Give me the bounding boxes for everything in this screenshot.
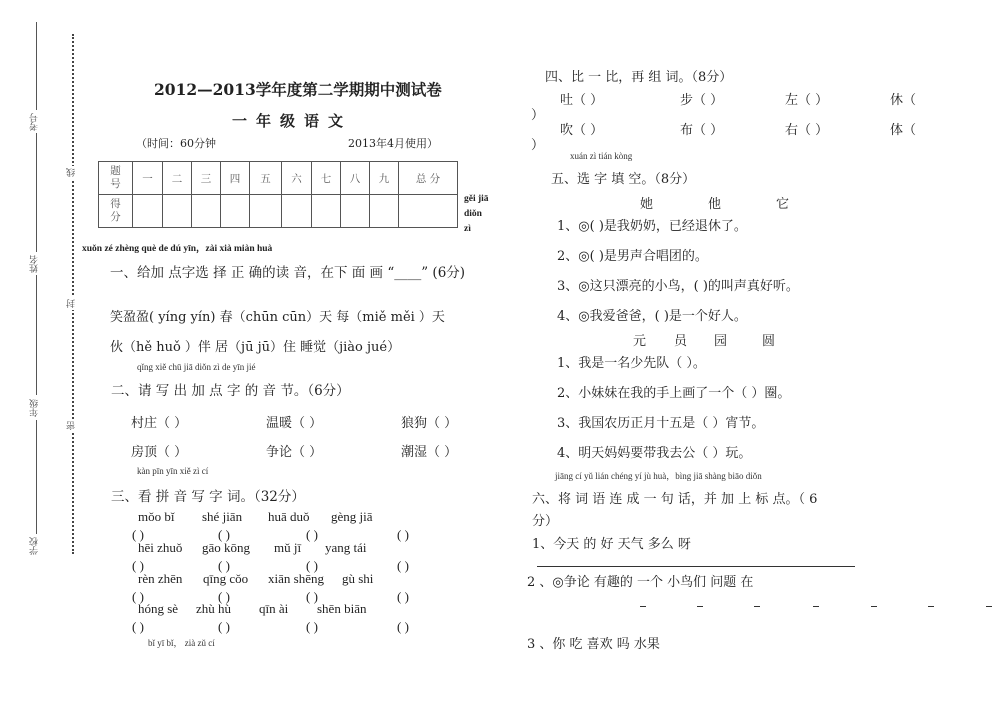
- section4-item: 布（ ）: [680, 123, 724, 138]
- score-cell[interactable]: [282, 195, 312, 228]
- side-pinyin-2: diǒn: [464, 209, 482, 219]
- margin-line: [36, 22, 37, 110]
- score-cell[interactable]: [192, 195, 221, 228]
- exam-title: 2012—2013学年度第二学期期中测试卷: [154, 80, 442, 99]
- fill-item: 3、◎这只漂亮的小鸟，( )的叫声真好听。: [557, 279, 799, 294]
- fill-item: 4、明天妈妈要带我去公（ ）玩。: [557, 446, 752, 461]
- exam-subtitle: 一年级语文: [232, 112, 353, 130]
- section6-heading-wrap: 分）: [532, 514, 559, 529]
- answer-line[interactable]: [537, 566, 855, 567]
- col-9: 九: [370, 162, 399, 195]
- score-cell[interactable]: [370, 195, 399, 228]
- margin-line: [36, 275, 37, 395]
- col-8: 八: [341, 162, 370, 195]
- row-label-question: 题 号: [99, 162, 133, 195]
- section2-item: 温暖（ ）: [266, 416, 323, 431]
- section4-item: 吹（ ）: [560, 123, 604, 138]
- col-1: 一: [133, 162, 163, 195]
- option: 园: [714, 334, 728, 349]
- exam-date: 2013年4月使用）: [348, 137, 438, 150]
- option: 圆: [762, 334, 776, 349]
- option: 元: [633, 334, 647, 349]
- section2-item: 潮湿（ ）: [401, 445, 458, 460]
- fill-item: 1、◎( )是我奶奶，已经退休了。: [557, 219, 747, 234]
- pinyin-word: hēi zhuǒ: [138, 540, 183, 555]
- section1-line2: 伙（hě huǒ ）伴 居（jū jū）住 睡觉（jiào jué）: [110, 340, 401, 355]
- score-cell-total[interactable]: [399, 195, 458, 228]
- margin-field-grade: 年级: [28, 396, 41, 420]
- section4-wrap: ）: [531, 138, 545, 153]
- col-5: 五: [250, 162, 282, 195]
- answer-blank[interactable]: ( ): [132, 527, 144, 542]
- pinyin-word: qīn ài: [259, 601, 289, 616]
- col-2: 二: [163, 162, 192, 195]
- section4-item: 吐（ ）: [560, 93, 604, 108]
- section4-item: 右（ ）: [785, 123, 829, 138]
- margin-field-name: 姓名: [28, 252, 41, 276]
- section1-pinyin: xuǒn zé zhèng què de dú yīn，zài xià miàn huà: [82, 244, 273, 254]
- option: 他: [708, 197, 722, 212]
- margin-line: [36, 133, 37, 253]
- pinyin-word: gāo kōng: [202, 540, 251, 555]
- fill-item: 1、我是一名少先队（ ）。: [557, 356, 706, 371]
- col-7: 七: [312, 162, 341, 195]
- pinyin-word: gù shi: [342, 571, 374, 586]
- cut-mark-seal: 封: [67, 299, 77, 308]
- margin-field-exam-number: 考号: [28, 110, 41, 134]
- score-cell[interactable]: [163, 195, 192, 228]
- side-pinyin-3: zì: [464, 224, 471, 234]
- pinyin-word: huā duǒ: [268, 509, 310, 524]
- section1-heading: 一、给加 点字选 择 正 确的读 音，在下 面 画 “____” (6分): [110, 265, 466, 281]
- pinyin-word: qīng cǒo: [203, 571, 249, 586]
- section2-item: 争论（ ）: [266, 445, 323, 460]
- margin-line: [36, 420, 37, 535]
- section4-wrap: ）: [531, 108, 545, 123]
- section2-item: 房顶（ ）: [131, 445, 188, 460]
- pinyin-word: rèn zhēn: [138, 571, 183, 586]
- answer-blank[interactable]: ( ): [397, 527, 409, 542]
- option: 她: [640, 197, 654, 212]
- section1-line1: 笑盈盈( yíng yín) 春（chūn cūn）天 每（miě měi ）天: [110, 310, 445, 325]
- section4-item: 左（ ）: [785, 93, 829, 108]
- section5-heading: 五、选 字 填 空。（8分）: [551, 172, 696, 187]
- section3-heading: 三、看 拼 音 写 字 词。（32分）: [111, 489, 305, 505]
- pinyin-word: hóng sè: [138, 601, 179, 616]
- margin-field-school: 学校: [28, 534, 41, 558]
- fill-item: 2、小妹妹在我的手上画了一个（ ）圈。: [557, 386, 791, 401]
- section3-pinyin: kàn pīn yīn xiě zì cí: [137, 466, 209, 476]
- section3-footer-pinyin: bǐ yī bǐ， zià zǔ cí: [148, 638, 215, 648]
- exam-time: （时间：60分钟: [136, 137, 216, 150]
- cut-line-dotted: [72, 34, 74, 554]
- answer-blank[interactable]: ( ): [132, 558, 144, 573]
- fill-item: 4、◎我爱爸爸，( )是一个好人。: [557, 309, 747, 324]
- col-6: 六: [282, 162, 312, 195]
- side-pinyin-1: gěi jiā: [464, 194, 489, 204]
- section4-item: 休（: [890, 93, 917, 108]
- answer-blank[interactable]: ( ): [218, 619, 230, 634]
- score-table-header-row: [99, 162, 458, 195]
- section2-pinyin: qǐng xiě chū jiā diǒn zì de yīn jié: [137, 362, 256, 372]
- fill-item: 2、◎( )是男声合唱团的。: [557, 249, 708, 264]
- sentence-item: 1、今天 的 好 天气 多么 呀: [532, 537, 691, 552]
- answer-blank[interactable]: ( ): [306, 619, 318, 634]
- pinyin-word: yang tái: [325, 540, 367, 555]
- fill-item: 3、我国农历正月十五是（ ）宵节。: [557, 416, 765, 431]
- answer-blank[interactable]: ( ): [218, 589, 230, 604]
- answer-blank[interactable]: ( ): [132, 619, 144, 634]
- cut-mark-line: 线: [67, 168, 77, 177]
- option: 它: [776, 197, 790, 212]
- score-cell[interactable]: [312, 195, 341, 228]
- answer-blank[interactable]: ( ): [218, 558, 230, 573]
- score-cell[interactable]: [250, 195, 282, 228]
- section6-heading: 六、将 词 语 连 成 一 句 话，并 加 上 标 点。（ 6: [532, 492, 818, 507]
- col-total: 总 分: [399, 162, 458, 195]
- pinyin-word: xiān shēng: [268, 571, 324, 586]
- pinyin-word: mǒo bǐ: [138, 509, 175, 524]
- sentence-item: 2 、◎争论 有趣的 一个 小鸟们 问题 在: [527, 575, 754, 590]
- answer-blank[interactable]: ( ): [218, 527, 230, 542]
- pinyin-word: mǔ jī: [274, 540, 302, 555]
- score-cell[interactable]: [221, 195, 250, 228]
- pinyin-word: zhù hù: [196, 601, 232, 616]
- pinyin-word: gèng jiā: [331, 509, 373, 524]
- answer-blank[interactable]: ( ): [397, 619, 409, 634]
- sentence-item: 3 、你 吃 喜欢 吗 水果: [527, 637, 660, 652]
- score-cell[interactable]: [341, 195, 370, 228]
- section4-item: 步（ ）: [680, 93, 724, 108]
- option: 员: [674, 334, 688, 349]
- section2-heading: 二、请 写 出 加 点 字 的 音 节。（6分）: [111, 383, 350, 399]
- section4-heading: 四、比 一 比，再 组 词。（8分）: [545, 70, 733, 85]
- answer-blank[interactable]: ( ): [132, 589, 144, 604]
- section2-item: 村庄（ ）: [131, 416, 188, 431]
- answer-blank[interactable]: ( ): [306, 589, 318, 604]
- row-label-score: 得 分: [99, 195, 133, 228]
- col-3: 三: [192, 162, 221, 195]
- section4-item: 体（: [890, 123, 917, 138]
- score-table-score-row: [99, 195, 458, 228]
- pinyin-word: shé jiān: [202, 509, 243, 524]
- section2-item: 狼狗（ ）: [401, 416, 458, 431]
- score-cell[interactable]: [133, 195, 163, 228]
- section6-pinyin: jiāng cí yǔ lián chéng yí jù huà，bìng jiā shàng biāo diǒn: [555, 471, 762, 481]
- score-table: [98, 161, 458, 228]
- answer-blank[interactable]: ( ): [397, 558, 409, 573]
- answer-blank[interactable]: ( ): [397, 589, 409, 604]
- pinyin-word: shēn biān: [317, 601, 367, 616]
- answer-blank[interactable]: ( ): [306, 527, 318, 542]
- col-4: 四: [221, 162, 250, 195]
- answer-blank[interactable]: ( ): [306, 558, 318, 573]
- cut-mark-secret: 密: [67, 421, 77, 430]
- section5-pinyin: xuán zì tián kòng: [570, 151, 633, 161]
